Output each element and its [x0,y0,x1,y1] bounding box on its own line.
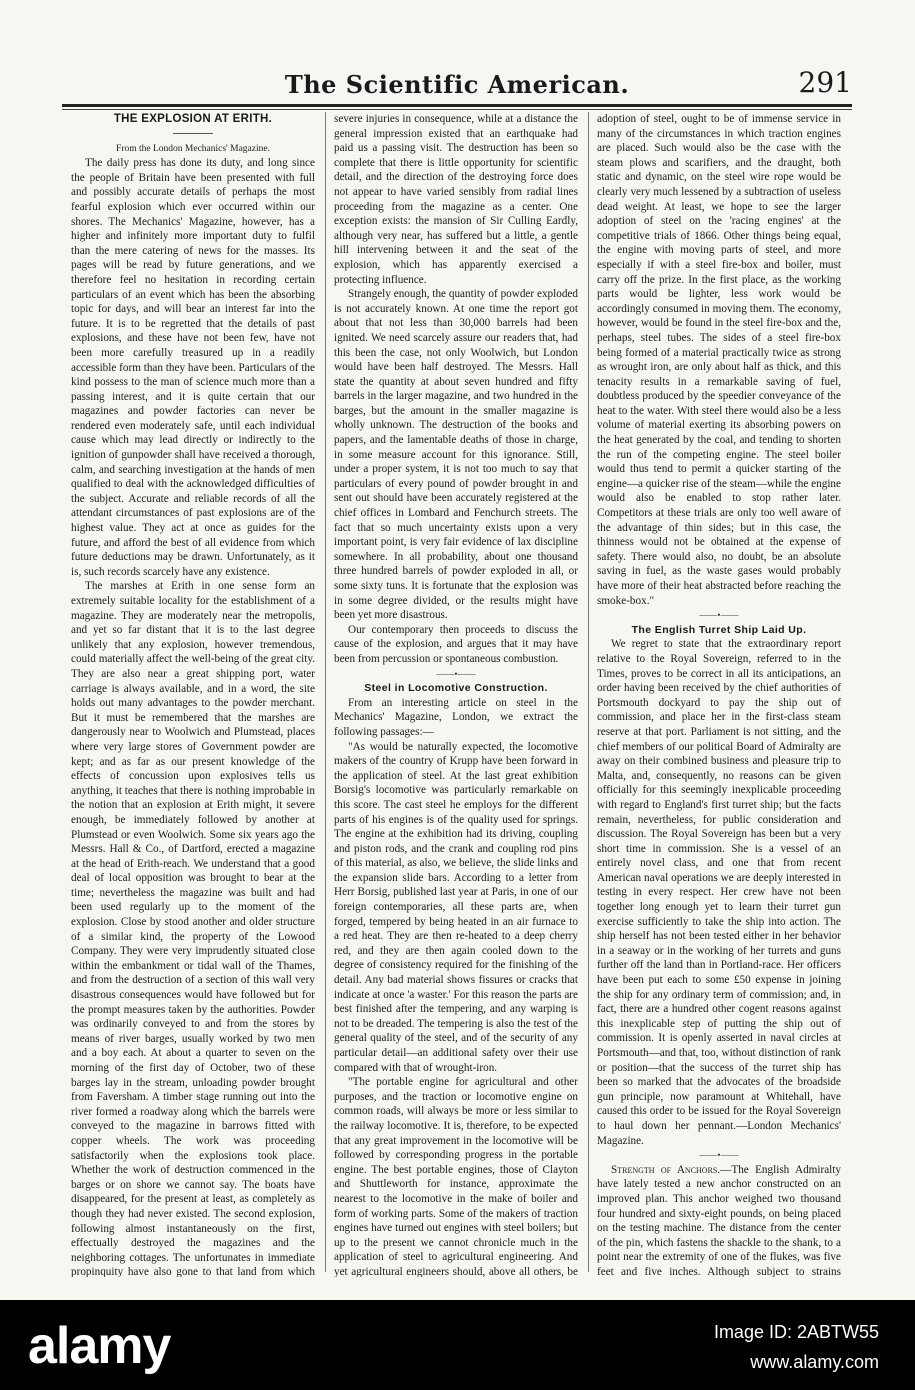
image-id: Image ID: 2ABTW55 [713,1322,879,1342]
header-rule-thin [62,109,852,110]
paragraph-anchors [597,1163,841,1277]
article-title-turret-ship: The English Turret Ship Laid Up. [631,623,807,636]
paragraph: From an interesting article on steel in the Mechanics' Magazine, London, we extract the following passages:— [334,696,578,738]
page-number: 291 [798,66,852,99]
paragraph: Our contemporary then proceeds to discuss the cause of the explosion, and argues that it may have been from percussion or spontaneous combustion. [334,623,578,665]
site-url: www.alamy.com [750,1352,879,1372]
anchors-lead: Strength of Anchors. [611,1163,721,1176]
page-header [62,66,852,100]
paragraph: The daily press has done its duty, and long since the people of Britain have been presented with full and possibly accurate details of perhaps the most fearful explosion which ever occurred within our shores. The Mechanics' Magazine, however, has a higher and infinitely more important duty to fulfil than the mere catering of news for the masses. Its pages will be read by future generations, and we therefore feel no hesitation in recording certain particulars of an event which has been the absorbing topic for days, and will bear an interest far into the future. It is to be regretted that the details of past explosions, and these have not been few, have not been more carefully treasured up in a readily accessible form than they have been. Particulars of the kind possess to the man of science much more than a passing interest, and it is quite certain that our magazines and powder factories can never be rendered even moderately safe, until each individual cause which may lead directly or indirectly to the ignition of gunpowder shall have received a thorough, calm, and searching investigation at the hands of men qualified to deal with the acknowledged difficulties of the subject. Accurate and reliable records of all the attendant circumstances of past explosions are of the highest value. They act at once as guides for the future, and afford the best of all evidence from which future deductions may be drawn. Unfortunately, as it is, such records scarcely have any existence. [71,157,315,578]
masthead: The Scientific American. [284,70,630,99]
column-1 [71,112,315,1277]
brand-logo: alamy [28,1317,171,1375]
column-divider [325,112,326,1272]
article-title-steel: Steel in Locomotive Construction. [364,682,548,695]
paragraph: Strangely enough, the quantity of powder exploded is not accurately known. At one time the report got about that not less than 30,000 barrels had been ignited. We need scarcely assure our readers that, had this been the case, not only Woolwich, but London would have been half destroyed. The Messrs. Hall state the quantity at about seven hundred and fifty barrels in the larger magazine, and two hundred in the barges, but the amount in the smaller magazine is wholly unknown. The destruction of the books and papers, and the lamentable deaths of those in charge, in some measure account for this ignorance. Still, under a proper system, it is not too much to say that particulars of every pound of powder brought in and sent out should have been accurately registered at the chief offices in Lombard and Fenchurch streets. The fact that so much uncertainty exists upon a very important point, is very fair evidence of lax discipline somewhere. In all probability, about one thousand three hundred barrels of powder exploded in all, or some sixty tuns. It is fortunate that the explosion was in some degree divided, or the results might have been yet more disastrous. [334,288,578,622]
paragraph: adoption of steel, ought to be of immense service in many of the circumstances in which traction engines are placed. Such would also be the case with the steam plows and scarifiers, and the draught, both static and dynamic, on the steel wire rope would be clearly very much lessened by a subtraction of useless dead weight. At least, we hope to see the larger adoption of steel on the 'racing engines' at the competitive trials of 1866. Other things being equal, the engine with moving parts of steel, and more especially if with a steel fire-box and boiler, must carry off the prize. In the first place, as the working parts would be lighter, less work would be accordingly consumed in moving them. The economy, however, would be found in the steel fire-box and the, perhaps, steel tubes. The sides of a steel fire-box being formed of a material practically twice as strong as wrought iron, are only about half as thick, and this tenacity results in a remarkable saving of fuel, doubtless produced by the speedier conveyance of the heat to the water. With steel there would also be a less volume of material exerting its absorbing powers on the heat generated by the coal, and tending to shorten the run of the competing engine. The steel boiler would thus tend to permit a quicker starting of the engine—a quicker rise of the steam—while the engine would also be enabled to stop rather later. Competitors at these trials are only too well aware of the advantage of thin sides; but in this case, the thinness would not be obtained at the expense of safety. There would also, no doubt, be an absolute saving in fuel, as the waste gases would probably have more of their heat abstracted before reaching the smoke-box." [597,113,841,607]
section-divider: ——•—— [436,668,476,679]
paragraph: The marshes at Erith in one sense form an extremely suitable locality for the establishment of a magazine. They are moderately near the metropolis, and yet so far distant that it is to the last degree unlikely that any explosion, however tremendous, could materially affect the well-being of the great city. They are also near a great shipping port, water carriage is always available, and in a word, the site holds out many advantages to the powder merchant. But it must be remembered that the marshes are dangerously near to Woolwich and Plumstead, places where very large stores of Government powder are kept; and as far as our present knowledge of the effects of concussion upon explosives tells us anything, it teaches that there is nothing improbable in the notion that an explosion at Erith might, it severe enough, be immediately followed by another at Plumstead or even Woolwich. Some six years ago the Messrs. Hall & Co., of Dartford, erected a magazine at the head of Erith-reach. We understand that a good deal of local opposition was brought to bear at the time; nevertheless the magazine was built and had been used regularly up to the moment of the explosion. Close by stood another and older structure of a similar kind, the property of the Lowood Company. They were very imprudently situated close within the embankment or tidal wall of the Thames, and from the destruction of a section of this wall very disastrous consequences would have followed but for the prompt measures taken by the authorities. Powder was ordinarily conveyed to and from the stores by means of river barges, usually worked by two men and a boy each. At about a quarter to seven on the morning of the first day of October, two of these barges lay in the stream, unloading powder brought from Faversham. A timber stage running out into the river formed a roadway along which the barrels were conveyed to the magazine in barrows fitted with copper wheels. The work was proceeding satisfactorily when the explosions took place. Whether the work of destruction commenced in the barges or on shore we cannot say. The boats have disappeared, for the present at least, as completely as though they had never existed. The second explosion, following almost instantaneously on the first, effectually destroyed the magazines and the neighboring cottages. The unfortunates in immediate propinquity have also gone to that land from which [71,580,315,1277]
paragraph: "The portable engine for agricultural and other purposes, and the traction or locomotive engine on common roads, will always be more or less similar to the railway locomotive. It is, therefore, to be expected that any great improvement in the locomotive will be followed by corresponding progress in the portable engine. The best portable engines, those of Clayton and Shuttleworth for instance, approximate the nearest to the locomotive in the make of boiler and form of working parts. Some of the makers of traction engines have turned out engines with steel boilers; but up to the present we cannot chronicle much in the application of steel to agricultural engineering. And yet agricultural engineers should, above all others, be [334,1076,578,1277]
column-2 [334,112,578,1277]
section-divider: ——•—— [699,610,739,621]
paragraph: severe injuries in consequence, while at a distance the general impression existed that an earthquake had paid us a passing visit. The destruction has been so complete that there is little opportunity for scientific detail, and the direction of the destroying force does not appear to have varied sensibly from radial lines proceeding from the magazine as a center. One exception exists: the mansion of Sir Culling Eardly, although very near, has suffered but a little, a gentle hill intervening between it and the seat of the explosion, which has apparently exercised a protecting influence. [334,113,578,286]
header-rule-thick [62,104,852,107]
section-divider: ——•—— [699,1150,739,1161]
article-source: From the London Mechanics' Magazine. [116,143,270,154]
paragraph: "As would be naturally expected, the locomotive makers of the country of Krupp have been forward in the application of steel. At the last great exhibition Borsig's locomotive was particularly remarkable on this score. The cast steel he employs for the different parts of his engines is of the quality used for springs. The engine at the exhibition had its driving, coupling and piston rods, and the crank and coupling rod pins of this material, as also, we believe, the slide links and the expansion slide bars. According to a letter from Herr Borsig, published last year at Paris, in one of our foreign contemporaries, all these parts are, when forged, tempered by being heated in an air furnace to a red heat. They are then re-heated to a deep cherry red, and they are then again cooled down to the degree of consistency required for the finishing of the detail. Any bad material shows fissures or cracks that indicate at once 'a waster.' For this reason the parts are best finished after the tempering, and any warping is not to be dreaded. The tempering is also the test of the general quality of the steel, and of the security of any particular detail—an additional safety over their use compared with that of wrought-iron. [334,740,578,1074]
paragraph: We regret to state that the extraordinary report relative to the Royal Sovereign, referred to in the Times, proves to be correct in all its anticipations, an order having been received by the chief authorities of Portsmouth dockyard to pay the ship out of commission, and place her in the first-class steam reserve at that port. Parliament is not sitting, and the chief members of our political Board of Admiralty are away on their combined business and pleasure trip to Malta, and, consequently, no reasons can be given officially for this seemingly inexplicable proceeding with regard to England's first turret ship; but the facts remain, nevertheless, for public consideration and discussion. The Royal Sovereign has been but a very short time in commission. She is a vessel of an entirely novel class, and one that from recent American naval operations we are deeply interested in testing in every respect. Her crew have not been together long enough yet to learn their turret gun exercise sufficiently to take the ship into action. The ship herself has not been tested either in her behavior in a seaway or in the working of her turrets and guns further off the land than in Portland-race. Her officers have been put each to some £50 expense in joining the ship for any ordinary term of commission; and, in fact, there are a hundred other cogent reasons against this inexplicable step of putting the ship out of commission. It is openly asserted in naval circles at Portsmouth—and that, too, without distinction of rank or position—that the success of the turret ship has been so marked that the advocates of the broadside gun principle, now paramount at Whitehall, have caused this order to be issued for the Royal Sovereign to haul down her pennant.—London Mechanics' Magazine. [597,638,841,1147]
anchors-text: —The English Admiralty have lately tested a new anchor constructed on an improved plan. This anchor weighed two thousand four hundred and sixty-eight pounds, on being placed on the testing machine. The distance from the center of the pin, which fastens the shackle to the shank, to a point near the extremity of one of the flukes, was five feet and five inches. Although subject to strains [597,1163,841,1277]
column-3 [597,112,841,1277]
column-divider [588,112,589,1272]
article-title-erith: THE EXPLOSION AT ERITH. [113,113,273,125]
title-rule [173,133,213,134]
